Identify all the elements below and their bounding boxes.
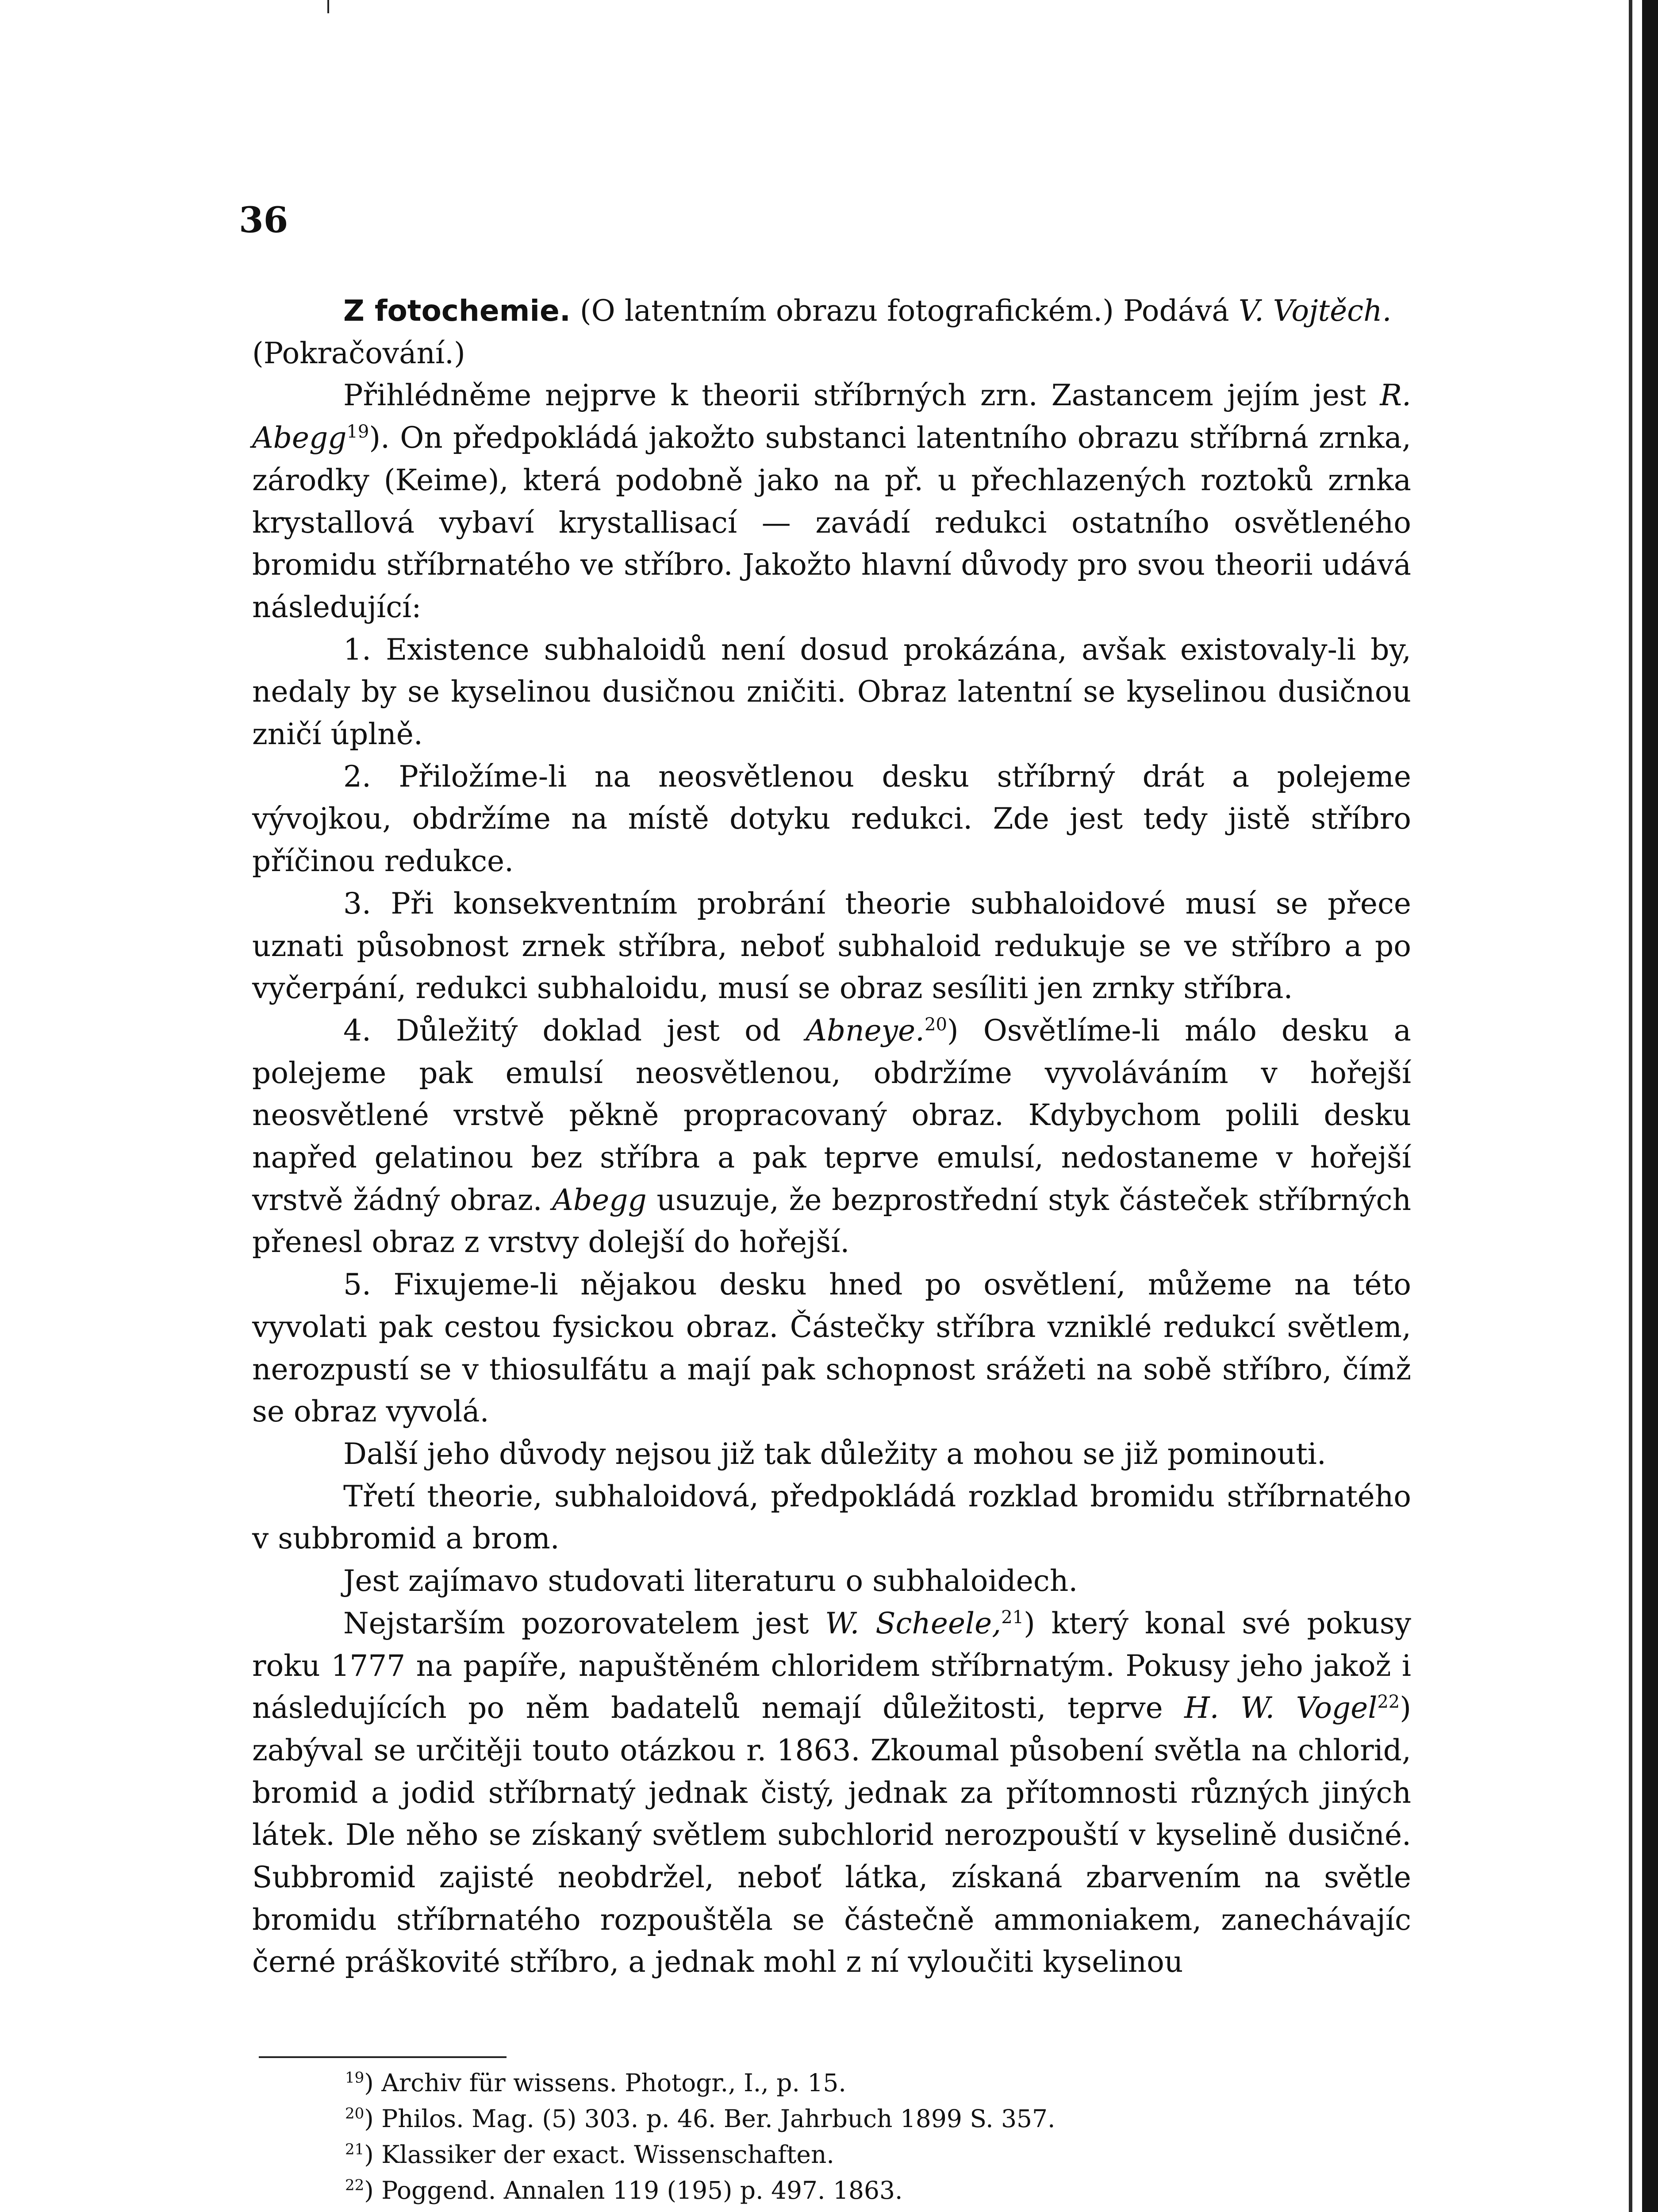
footnote-ref: 19 (346, 422, 369, 442)
paragraph-abegg-theory: Přihlédněme nejprve k theorii stříbrných zrn. Zastancem jejím jest R. Abegg$^{19}$). On předpokládá jakožto substanci latentního obrazu stříbrná zrnka, zárodky (Keime), která podobně jako na př. u přechlazených roztoků zrnka krystallová vybaví krystallisací — zavádí redukci ostatního osvětleného bromidu stříbrnatého ve stříbro. Jakožto hlavní důvody pro svou theorii udává následující: (252, 378, 1411, 624)
list-item-5: 5. Fixujeme-li nějakou desku hned po osvětlení, můžeme na této vyvolati pak cestou fysickou obraz. Částečky stříbra vzniklé redukcí světlem, nerozpustí se v thiosulfátu a mají pak schopnost srážeti na sobě stříbro, čímž se obraz vyvolá. (252, 1267, 1411, 1429)
article-author: V. Vojtěch. (1238, 294, 1392, 328)
footnote-21: $^{21}$) Klassiker der exact. Wissenschaften. (345, 2140, 834, 2169)
footnote-22: $^{22}$) Poggend. Annalen 119 (195) p. 497. 1863. (345, 2176, 903, 2204)
paragraph-literature: Jest zajímavo studovati literaturu o subhaloidech. (343, 1564, 1078, 1598)
footnotes (345, 2065, 1407, 2208)
person-name: W. Scheele, (825, 1606, 1002, 1640)
person-name: R. Abegg (252, 378, 1411, 455)
footnote-20: $^{20}$) Philos. Mag. (5) 303. p. 46. Ber. Jahrbuch 1899 S. 357. (345, 2104, 1055, 2133)
article-subtitle: (O latentním obrazu fotografickém.) Podává (570, 294, 1239, 328)
article-body (252, 290, 1411, 1983)
page-number: 36 (239, 199, 288, 241)
list-item-4: 4. Důležitý doklad jest od Abneye.$^{20}$) Osvětlíme-li málo desku a polejeme pak emulsí neosvětlenou, obdržíme vyvoláváním v hořejší neosvětlené vrstvě pěkně propracovaný obraz. Kdybychom polili desku napřed gelatinou bez stříbra a pak teprve emulsí, nedostaneme v hořejší vrstvě žádný obraz. Abegg usuzuje, že bezprostřední styk částeček stříbrných přenesl obraz z vrstvy dolejší do hořejší. (252, 1013, 1412, 1260)
footnote-divider (259, 2056, 507, 2058)
list-item-2: 2. Přiložíme-li na neosvětlenou desku stříbrný drát a polejeme vývojkou, obdržíme na místě dotyku redukci. Zde jest tedy jistě stříbro příčinou redukce. (252, 759, 1411, 879)
person-name: H. W. Vogel (1184, 1691, 1378, 1725)
paragraph-history: Nejstarším pozorovatelem jest W. Scheele,$^{21}$) který konal své pokusy roku 1777 na papíře, napuštěném chloridem stříbrnatým. Pokusy jeho jakož i následujících po něm badatelů nemají důležitosti, teprve H. W. Vogel$^{22}$) zabýval se určitěji touto otázkou r. 1863. Zkoumal působení světla na chlorid, bromid a jodid stříbrnatý jednak čistý, jednak za přítomnosti různých jiných látek. Dle něho se získaný světlem subchlorid nerozpouští v kyselině dusičné. Subbromid zajisté neobdržel, neboť látka, získaná zbarvením na světle bromidu stříbrnatého rozpouštěla se částečně ammoniakem, zanechávajíc černé práškovité stříbro, a jednak mohl z ní vyloučiti kyselinou (252, 1606, 1412, 1979)
footnote-ref: 20 (925, 1014, 947, 1035)
person-name: Abneye. (806, 1013, 925, 1048)
paragraph-third-theory: Třetí theorie, subhaloidová, předpokládá rozklad bromidu stříbrnatého v subbromid a brom. (252, 1479, 1411, 1556)
scan-edge-shadow (1642, 0, 1658, 2212)
scan-mark (327, 0, 329, 13)
footnote-19: $^{19}$) Archiv für wissens. Photogr., I., p. 15. (345, 2069, 846, 2097)
continuation-note: (Pokračování.) (252, 336, 465, 370)
footnote-ref: 22 (1377, 1692, 1400, 1713)
scan-edge-line (1629, 0, 1632, 2212)
person-name: Abegg (552, 1183, 647, 1217)
article-heading (252, 290, 1411, 332)
list-item-1: 1. Existence subhaloidů není dosud prokázána, avšak existovaly-li by, nedaly by se kyselinou dusičnou zničiti. Obraz latentní se kyselinou dusičnou zničí úplně. (252, 632, 1411, 752)
list-item-3: 3. Při konsekventním probrání theorie subhaloidové musí se přece uznati působnost zrnek stříbra, neboť subhaloid redukuje se ve stříbro a po vyčerpání, redukci subhaloidu, musí se obraz sesíliti jen zrnky stříbra. (252, 886, 1411, 1006)
footnote-ref: 21 (1001, 1607, 1024, 1628)
paragraph-further-reasons: Další jeho důvody nejsou již tak důležity a mohou se již pominouti. (343, 1436, 1326, 1471)
section-title: Z fotochemie. (343, 294, 571, 328)
